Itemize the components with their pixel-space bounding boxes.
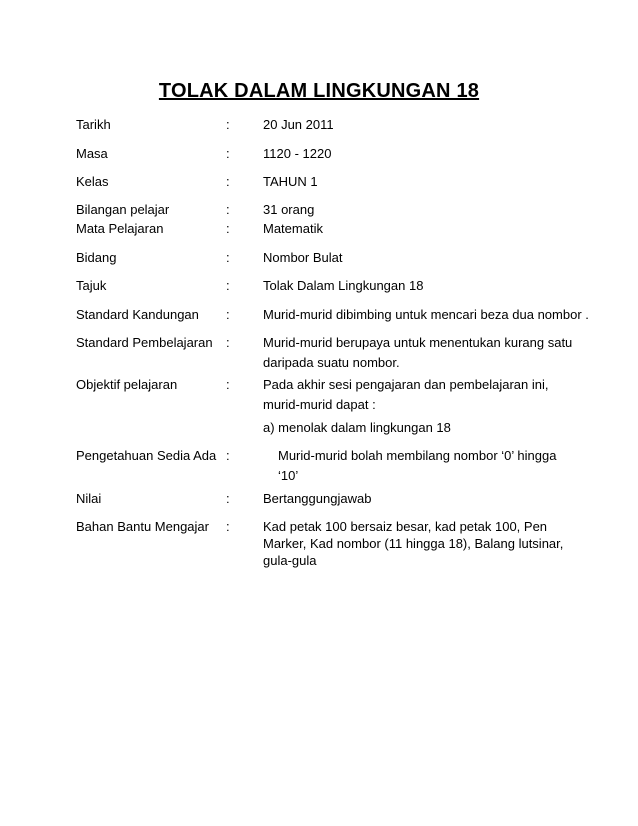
value-objektif-pelajaran-line2: murid-murid dapat : — [263, 397, 376, 412]
label-standard-kandungan: Standard Kandungan — [76, 307, 199, 322]
label-kelas: Kelas — [76, 174, 109, 189]
value-bilangan-pelajar: 31 orang — [263, 202, 315, 217]
value-bahan-bantu-mengajar-line3: gula-gula — [263, 553, 317, 568]
colon-separator: : — [226, 117, 230, 132]
document-title: TOLAK DALAM LINGKUNGAN 18 — [158, 80, 480, 102]
value-kelas: TAHUN 1 — [263, 174, 318, 189]
label-pengetahuan-sedia-ada: Pengetahuan Sedia Ada — [76, 448, 217, 463]
label-objektif-pelajaran: Objektif pelajaran — [76, 377, 178, 392]
value-masa: 1120 - 1220 — [263, 146, 332, 161]
value-tarikh: 20 Jun 2011 — [263, 117, 334, 132]
label-bilangan-pelajar: Bilangan pelajar — [76, 202, 170, 217]
colon-separator: : — [226, 146, 230, 161]
value-pengetahuan-sedia-ada-line2: ‘10’ — [278, 468, 299, 483]
value-standard-pembelajaran-line1: Murid-murid berupaya untuk menentukan kurang satu — [263, 335, 573, 350]
colon-separator: : — [226, 278, 230, 293]
label-nilai: Nilai — [76, 491, 102, 506]
label-bahan-bantu-mengajar: Bahan Bantu Mengajar — [76, 519, 209, 534]
label-mata-pelajaran: Mata Pelajaran — [76, 221, 164, 236]
colon-separator: : — [226, 377, 230, 392]
value-mata-pelajaran: Matematik — [263, 221, 323, 236]
objektif-sub-item: a) menolak dalam lingkungan 18 — [263, 420, 451, 435]
value-nilai: Bertanggungjawab — [263, 491, 372, 506]
colon-separator: : — [226, 448, 230, 463]
colon-separator: : — [226, 307, 230, 322]
value-bahan-bantu-mengajar-line2: Marker, Kad nombor (11 hingga 18), Balang lutsinar, — [263, 536, 564, 551]
value-objektif-pelajaran-line1: Pada akhir sesi pengajaran dan pembelajaran ini, — [263, 377, 549, 392]
label-masa: Masa — [76, 146, 108, 161]
label-tajuk: Tajuk — [76, 278, 107, 293]
value-tajuk: Tolak Dalam Lingkungan 18 — [263, 278, 424, 293]
value-standard-pembelajaran-line2: daripada suatu nombor. — [263, 355, 400, 370]
colon-separator: : — [226, 519, 230, 534]
value-bidang: Nombor Bulat — [263, 250, 343, 265]
label-bidang: Bidang — [76, 250, 117, 265]
colon-separator: : — [226, 335, 230, 350]
value-standard-kandungan: Murid-murid dibimbing untuk mencari beza dua nombor . — [263, 307, 589, 322]
colon-separator: : — [226, 174, 230, 189]
colon-separator: : — [226, 250, 230, 265]
label-standard-pembelajaran: Standard Pembelajaran — [76, 335, 213, 350]
value-bahan-bantu-mengajar-line1: Kad petak 100 bersaiz besar, kad petak 100, Pen — [263, 519, 548, 534]
colon-separator: : — [226, 221, 230, 236]
value-pengetahuan-sedia-ada-line1: Murid-murid bolah membilang nombor ‘0’ hingga — [278, 448, 557, 463]
label-tarikh: Tarikh — [76, 117, 111, 132]
colon-separator: : — [226, 202, 230, 217]
colon-separator: : — [226, 491, 230, 506]
